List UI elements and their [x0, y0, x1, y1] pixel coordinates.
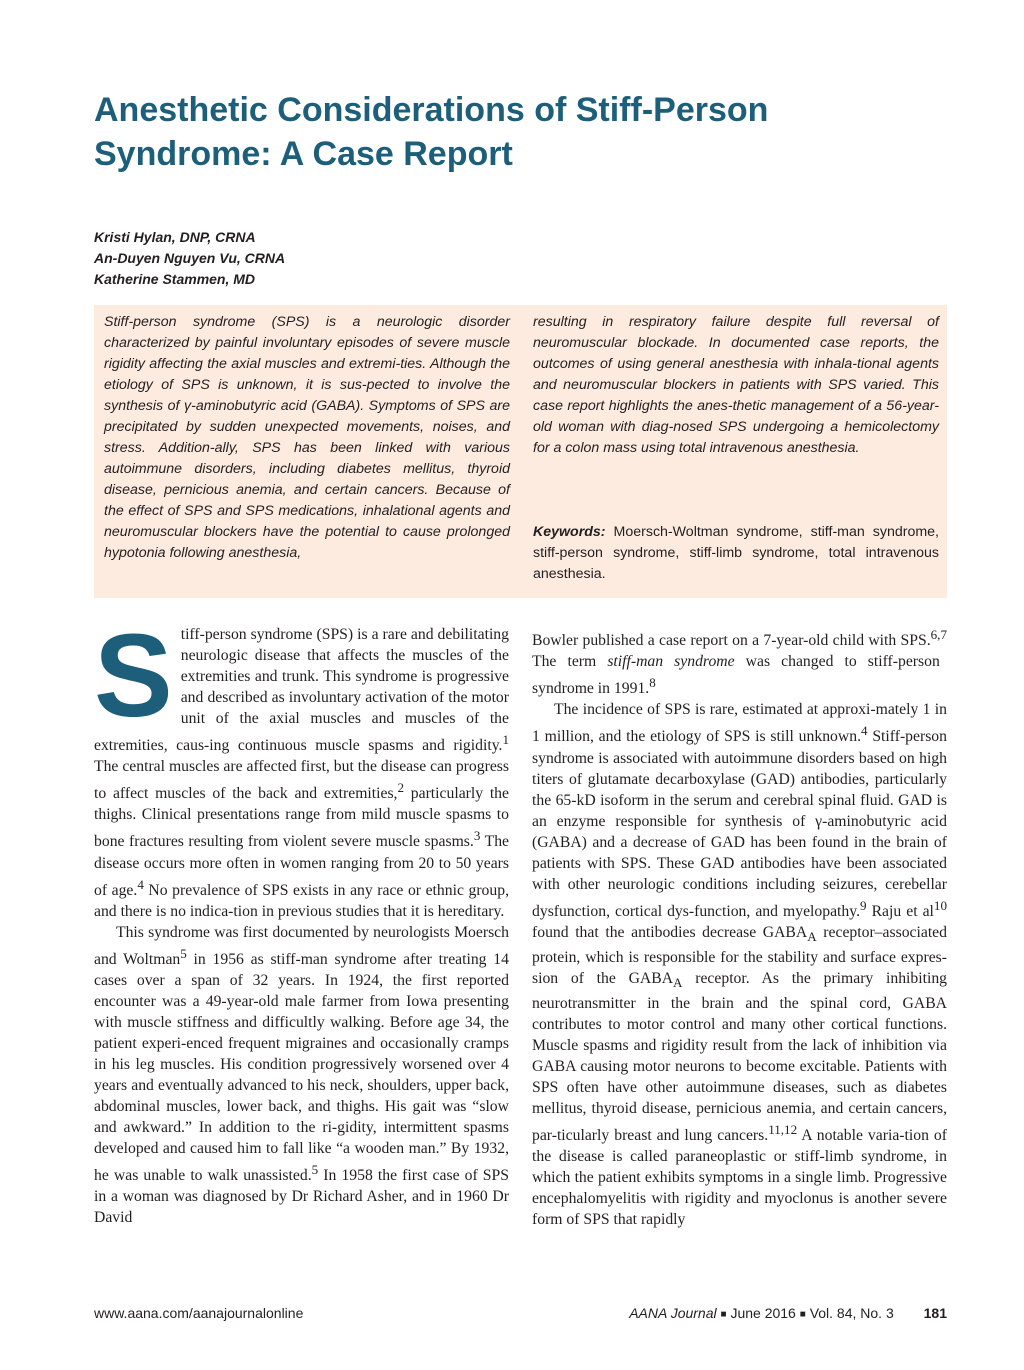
keywords-text: Moersch-Woltman syndrome, stiff-man syndrome, stiff-person syndrome, stiff-limb syndrome, total intravenous anesthesia. [533, 524, 939, 582]
body-text: The term [532, 653, 608, 671]
author-1: Kristi Hylan, DNP, CRNA [94, 229, 256, 245]
body-text: in 1956 as stiff-man syndrome after treating 14 cases over a span of 32 years. In 1924, the first reported encounter was a 49-year-old male farmer from Iowa presenting with muscle stiffness and difficultly walking. Before age 34, the patient experi-enced frequent migraines and occasionally cramps in his leg muscles. His condition progressively worsened over 4 years and eventually advanced to his neck, shoulders, upper back, abdominal muscles, lower back, and thighs. His gait was “slow and awkward.” In addition to the ri-gidity, intermittent spasms developed and caused him to fall like “a wooden man.” By 1932, he was unable to walk unassisted. [94, 951, 509, 1185]
subscript: A [673, 975, 683, 991]
body-text: found that the antibodies decrease GABA [532, 923, 808, 941]
body-text: Bowler published a case report on a 7-year-old child with SPS. [532, 632, 931, 650]
citation: 9 [860, 897, 867, 913]
footer-url[interactable]: www.aana.com/aanajournalonline [94, 1305, 304, 1321]
body-text: tiff-person syndrome (SPS) is a rare and debilitating neurologic disease that affects the muscles of the extremities and trunk. This syndrome is progressive and described as involuntary activation of the motor unit of the axial muscles and muscles of the extremities, caus-ing continuous muscle spasms and rigidity. [94, 626, 509, 755]
keywords-label: Keywords: [533, 524, 606, 540]
abstract-box [94, 305, 947, 598]
subscript: A [807, 929, 817, 945]
abstract-left-column: Stiff-person syndrome (SPS) is a neurologic disorder characterized by painful involuntary episodes of severe muscle rigidity affecting the axial muscles and extremi-ties. Although the etiology of SPS is unknown, it is sus-pected to involve the synthesis of γ-aminobutyric acid (GABA). Symptoms of SPS are precipitated by sudden unexpected movements, noises, and stress. Addition-ally, SPS has been linked with various autoimmune disorders, including diabetes mellitus, thyroid disease, pernicious anemia, and certain cancers. Because of the effect of SPS and SPS medications, inhalational agents and neuromuscular blockers have the potential to cause prolonged hypotonia following anesthesia, [104, 314, 510, 561]
title-line-2: Syndrome: A Case Report [94, 135, 513, 173]
body-text: Stiff-person syndrome is associated with autoimmune disorders based on high titers of glutamate decarboxylase (GAD) antibodies, particularly the 65-kD isoform in the serum and cerebral spinal fluid. GAD is an enzyme responsible for synthesis of γ-aminobutyric acid (GABA) and a decrease of GAD has been found in the brain of patients with SPS. These GAD antibodies have been associated with other neurologic conditions including seizures, cerebellar dysfunction, cortical dys-function, and myelopathy. [532, 728, 947, 920]
citation: 4 [137, 876, 144, 892]
body-paragraph [532, 699, 947, 1230]
body-text: The central muscles are affected first, but the disease can progress to affect muscles of the back and extremities, [94, 758, 509, 803]
separator-square: ■ [799, 1309, 806, 1320]
body-text: particularly the thighs. Clinical presentations range from mild muscle spasms to bone fractures resulting from violent severe muscle spasms. [94, 785, 509, 851]
footer-journal: AANA Journal [629, 1305, 717, 1321]
body-text: was changed to stiff-person syndrome in 1991. [532, 653, 940, 698]
page-number: 181 [923, 1305, 947, 1321]
author-3: Katherine Stammen, MD [94, 271, 256, 287]
keywords [533, 522, 939, 585]
body-left-column [94, 610, 509, 1228]
drop-cap: S [94, 610, 173, 742]
body-text: No prevalence of SPS exists in any race or ethnic group, and there is no indica-tion in previous studies that it is hereditary. [94, 881, 509, 920]
citation: 10 [933, 897, 947, 913]
citation: 8 [649, 675, 656, 691]
citation: 4 [861, 723, 868, 739]
footer-date: June 2016 [730, 1305, 796, 1321]
abstract-right-column: resulting in respiratory failure despite full reversal of neuromuscular blockade. In documented case reports, the outcomes of using general anesthesia with inhala-tional agents and neuromuscular blockers in patients with SPS varied. This case report highlights the anes-thetic management of a 56-year-old woman with diag-nosed SPS undergoing a hemicolectomy for a colon mass using total intravenous anesthesia. [533, 314, 939, 456]
italic-term: stiff-man syndrome [607, 653, 735, 671]
citation: 2 [397, 780, 405, 796]
citation: 3 [473, 828, 481, 844]
citation: 11,12 [768, 1122, 798, 1138]
footer-citation [629, 1305, 947, 1321]
citation: 6,7 [930, 627, 947, 642]
body-text: receptor. As the primary inhibiting neurotransmitter in the brain and the spinal cord, GABA contributes to motor control and many other cortical functions. Muscle spasms and rigidity result from the lack of inhibition via GABA causing motor neurons to become excitable. Patients with SPS often have other autoimmune diseases, such as diabetes mellitus, thyroid disease, pernicious anemia, and certain cancers, par-ticularly breast and lung cancers. [532, 970, 948, 1145]
body-paragraph [532, 624, 947, 699]
body-right-column [532, 624, 947, 1230]
citation: 1 [502, 732, 509, 747]
author-list [94, 227, 285, 290]
body-text: A notable varia-tion of the disease is called paraneoplastic or stiff-limb syndrome, in which the patient exhibits symptoms in a single limb. Progressive encephalomyelitis with rigidity and myoclonus is another severe form of SPS that rapidly [532, 1127, 947, 1229]
citation: 5 [311, 1162, 319, 1178]
body-text: In 1958 the first case of SPS in a woman was diagnosed by Dr Richard Asher, and in 1960 Dr David [94, 1167, 509, 1227]
body-text: Raju et al [866, 902, 934, 920]
body-text: The disease occurs more often in women ranging from 20 to 50 years of age. [94, 833, 509, 899]
article-title [94, 88, 914, 176]
citation: 5 [180, 945, 187, 961]
body-text: This syndrome was first documented by neurologists Moersch and Woltman [94, 923, 509, 969]
body-text: The incidence of SPS is rare, estimated at approxi-mately 1 in 1 million, and the etiology of SPS is still unknown. [532, 701, 947, 746]
author-2: An-Duyen Nguyen Vu, CRNA [94, 250, 286, 266]
body-text: receptor–associated protein, which is responsible for the stability and surface expres-sion of the GABA [532, 923, 947, 988]
body-paragraph [94, 922, 509, 1228]
footer-volume: Vol. 84, No. 3 [809, 1305, 894, 1321]
title-line-1: Anesthetic Considerations of Stiff-Person [94, 91, 769, 129]
body-paragraph [94, 610, 509, 922]
separator-square: ■ [720, 1309, 727, 1320]
